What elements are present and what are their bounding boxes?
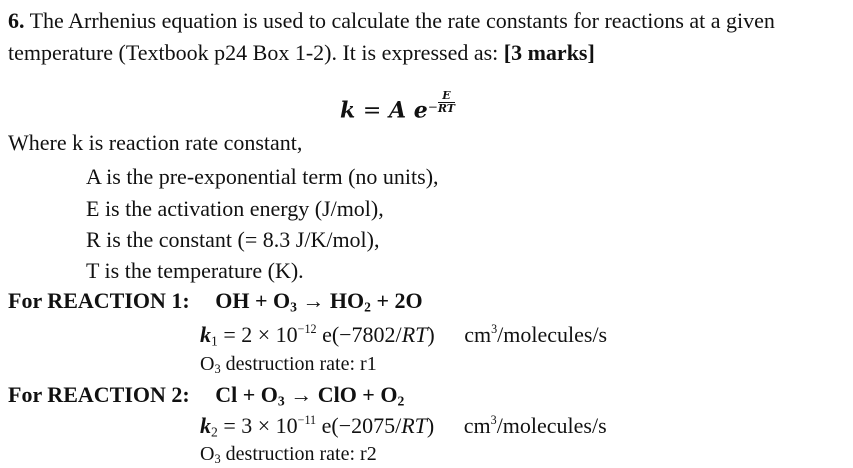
reaction1-units-b: /molecules/s [497,322,608,348]
question-intro-line-2 [8,42,595,64]
reaction2-units-exp: 3 [490,413,497,427]
reaction1-units-a: cm [464,322,492,348]
reaction1-k-coefficient: = 2 × 10 [217,322,298,348]
reaction2-units-a: cm [463,413,491,439]
definition-R: R is the constant (= 8.3 J/K/mol), [86,227,380,252]
reaction2-equation [215,382,404,407]
reaction1-rate-b: destruction rate: r1 [220,353,377,375]
reaction1-label: For REACTION 1: [8,288,190,313]
reaction2-destruction-rate [200,444,377,466]
question-number: 6. [8,8,25,33]
reaction1-rate-constant [200,323,607,348]
reaction1-equation [215,288,422,313]
equation-denominator: RT [437,101,455,115]
reaction2-k-exponent: −11 [297,413,317,427]
reaction1-k-subscript: 1 [211,333,218,349]
reaction2-eq-sub-1: 3 [277,393,285,409]
equation-numerator: E [438,90,455,103]
definition-k: Where k is reaction rate constant, [8,130,303,155]
reaction2-k-symbol: k [200,413,211,439]
reaction2-k-coefficient: = 3 × 10 [217,413,298,439]
reaction1-units [464,322,607,347]
reaction2-label: For REACTION 2: [8,382,190,407]
reaction2-k-close: ) [426,413,435,439]
equation-exponent-fraction [438,90,455,114]
reaction2-units [464,413,607,438]
reaction2-k-rt: RT [401,413,427,439]
equation-equals: = [362,98,382,124]
question-intro-text-2: temperature (Textbook p24 Box 1-2). It is expressed as: [8,40,504,65]
reaction2-rate-sub: 3 [214,452,221,467]
reaction1-k-exponent: −12 [297,322,317,336]
reaction2-k-subscript: 2 [211,424,218,440]
reaction1-k-close: ) [427,322,435,348]
marks-label: [3 marks] [503,40,595,65]
reaction2-eq-part-a: Cl + O [215,382,278,407]
equation-e: e [413,97,428,124]
reaction2-eq-part-b: → ClO + O [284,382,398,407]
equation-A: A [389,97,407,124]
reaction2-rate-b: destruction rate: r2 [220,443,377,465]
reaction2-units-b: /molecules/s [496,413,607,439]
reaction2-heading [8,384,404,408]
definition-E: E is the activation energy (J/mol), [86,196,384,221]
reaction1-units-exp: 3 [491,322,498,336]
equation-minus: − [427,100,438,114]
reaction2-rate-constant [200,414,607,439]
reaction1-destruction-rate [200,354,377,376]
reaction1-heading [8,290,423,314]
definition-A: A is the pre-exponential term (no units), [86,164,439,189]
reaction1-eq-part-c: + 2O [370,288,423,313]
definition-T: T is the temperature (K). [86,258,304,283]
reaction2-eq-sub-2: 2 [397,393,405,409]
reaction1-k-exp-term: e(−7802/ [316,322,402,348]
reaction1-rate-a: O [200,353,215,375]
reaction2-rate-a: O [200,443,215,465]
reaction1-rate-sub: 3 [214,362,221,377]
reaction1-k-symbol: k [200,322,211,348]
reaction2-k-exp-term: e(−2075/ [316,413,402,439]
arrhenius-equation [340,90,455,123]
reaction1-eq-sub-1: 3 [290,299,297,315]
reaction1-k-rt: RT [401,322,428,348]
reaction1-eq-sub-2: 2 [364,299,371,315]
question-intro-text-1: The Arrhenius equation is used to calculate the rate constants for reactions at a given [29,8,775,33]
equation-k: k [340,97,356,124]
question-intro-line-1 [8,10,775,32]
reaction1-eq-part-b: → HO [296,288,365,313]
reaction1-eq-part-a: OH + O [215,288,291,313]
